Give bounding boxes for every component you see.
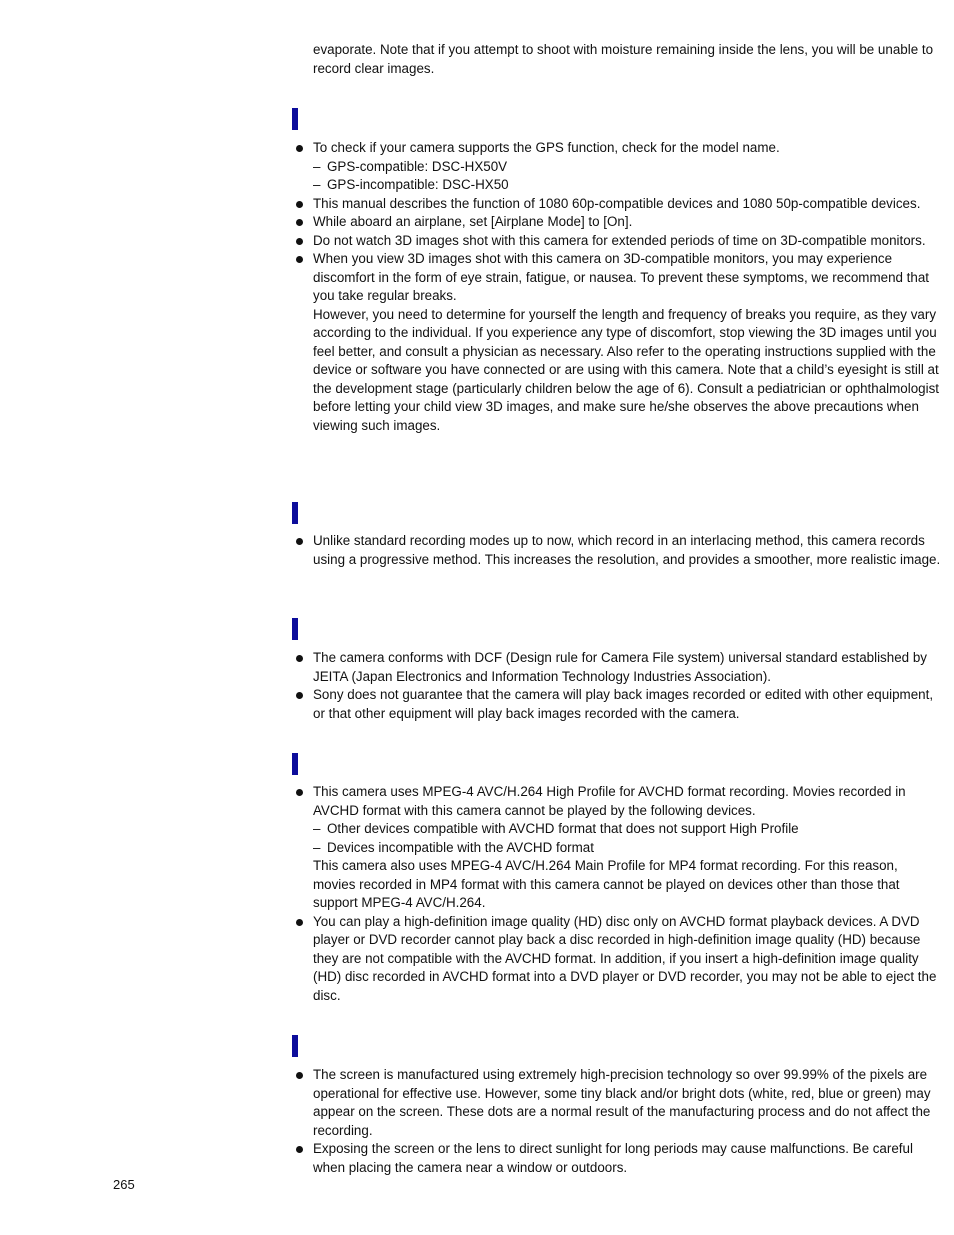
sub-list-item: – GPS-compatible: DSC-HX50V bbox=[313, 158, 943, 177]
list-item: To check if your camera supports the GPS function, check for the model name. – GPS-compatible: DSC-HX50V – GPS-incompatible: DSC-HX50 bbox=[313, 139, 943, 195]
sub-list bbox=[313, 820, 943, 857]
page-number: 265 bbox=[113, 1177, 135, 1192]
list-item: You can play a high-definition image quality (HD) disc only on AVCHD format playback devices. A DVD player or DVD recorder cannot play back a disc recorded in high-definition image quality (HD) because they are not compatible with the AVCHD format. In addition, if you insert a high-definition image quality (HD) disc recorded in AVCHD format into a DVD player or DVD recorder, you may not be able to eject the disc. bbox=[313, 913, 943, 1006]
section-marker bbox=[292, 753, 298, 775]
list-item: This camera uses MPEG-4 AVC/H.264 High Profile for AVCHD format recording. Movies recorded in AVCHD format with this camera cannot be played by the following devices. – Other devices compatible with AVCHD format that does not support High Profile – Devices incompatible with the AVCHD format This camera also uses MPEG-4 AVC/H.264 Main Profile for MP4 format recording. For this reason, movies recorded in MP4 format with this camera cannot be played on devices other than those that support MPEG-4 AVC/H.264. bbox=[313, 783, 943, 913]
list-item: The camera conforms with DCF (Design rule for Camera File system) universal standard established by JEITA (Japan Electronics and Information Technology Industries Association). bbox=[313, 649, 943, 686]
sub-list-item: – Devices incompatible with the AVCHD format bbox=[313, 839, 943, 858]
list-item: This manual describes the function of 1080 60p-compatible devices and 1080 50p-compatible devices. bbox=[313, 195, 943, 214]
section-1-list bbox=[313, 139, 943, 435]
section-4-list bbox=[313, 783, 943, 1005]
section-2-list bbox=[313, 532, 943, 569]
list-item: When you view 3D images shot with this camera on 3D-compatible monitors, you may experience discomfort in the form of eye strain, fatigue, or nausea. To prevent these symptoms, we recommend that you take regular breaks. However, you need to determine for yourself the length and frequency of breaks you require, as they vary according to the individual. If you experience any type of discomfort, stop viewing the 3D images until you feel better, and consult a physician as necessary. Also refer to the operating instructions supplied with the device or software you have connected or are using with this camera. Note that a child’s eyesight is still at the development stage (particularly children below the age of 6). Consult a pediatrician or ophthalmologist before letting your child view 3D images, and make sure he/she observes the above precautions when viewing such images. bbox=[313, 250, 943, 435]
section-3-list bbox=[313, 649, 943, 723]
sub-list-item: – GPS-incompatible: DSC-HX50 bbox=[313, 176, 943, 195]
list-item: Unlike standard recording modes up to now, which record in an interlacing method, this camera records using a progressive method. This increases the resolution, and provides a smoother, more realistic image. bbox=[313, 532, 943, 569]
intro-paragraph: evaporate. Note that if you attempt to shoot with moisture remaining inside the lens, you will be unable to record clear images. bbox=[313, 42, 934, 76]
list-item: Exposing the screen or the lens to direct sunlight for long periods may cause malfunctions. Be careful when placing the camera near a window or outdoors. bbox=[313, 1140, 943, 1177]
section-5-list bbox=[313, 1066, 943, 1177]
list-item: While aboard an airplane, set [Airplane Mode] to [On]. bbox=[313, 213, 943, 232]
sub-list-item: – Other devices compatible with AVCHD format that does not support High Profile bbox=[313, 820, 943, 839]
continuation-paragraph: This camera also uses MPEG-4 AVC/H.264 Main Profile for MP4 format recording. For this reason, movies recorded in MP4 format with this camera cannot be played on devices other than those that support MPEG-4 AVC/H.264. bbox=[313, 858, 900, 910]
list-item: Do not watch 3D images shot with this camera for extended periods of time on 3D-compatible monitors. bbox=[313, 232, 943, 251]
list-item: The screen is manufactured using extremely high-precision technology so over 99.99% of the pixels are operational for effective use. However, some tiny black and/or bright dots (white, red, blue or green) may appear on the screen. These dots are a normal result of the manufacturing process and do not affect the recording. bbox=[313, 1066, 943, 1140]
section-marker bbox=[292, 108, 298, 130]
section-marker bbox=[292, 1035, 298, 1057]
section-marker bbox=[292, 502, 298, 524]
sub-list bbox=[313, 158, 943, 195]
list-item: Sony does not guarantee that the camera will play back images recorded or edited with other equipment, or that other equipment will play back images recorded with the camera. bbox=[313, 686, 943, 723]
section-marker bbox=[292, 618, 298, 640]
continuation-paragraph: However, you need to determine for yourself the length and frequency of breaks you require, as they vary according to the individual. If you experience any type of discomfort, stop viewing the 3D images until you feel better, and consult a physician as necessary. Also refer to the operating instructions supplied with the device or software you have connected or are using with this camera. Note that a child’s eyesight is still at the development stage (particularly children below the age of 6). Consult a pediatrician or ophthalmologist before letting your child view 3D images, and make sure he/she observes the above precautions when viewing such images. bbox=[313, 306, 939, 433]
